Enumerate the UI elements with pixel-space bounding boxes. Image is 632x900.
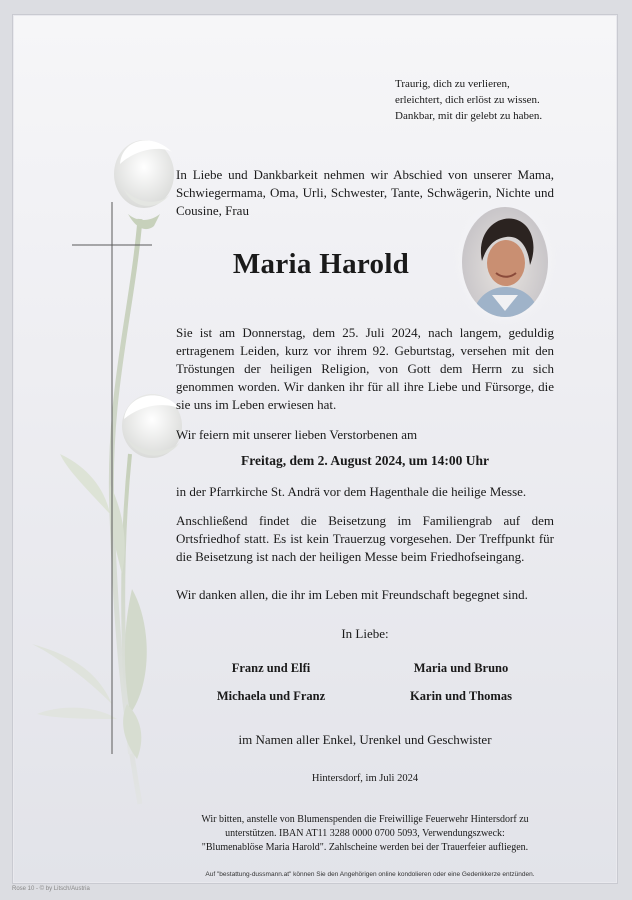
- deceased-name: Maria Harold: [232, 248, 410, 280]
- family-name: Maria und Bruno: [413, 661, 509, 675]
- donation-line: "Blumenablöse Maria Harold". Zahlscheine werden bei der Trauerfeier aufliegen.: [201, 842, 529, 853]
- announcement-text: Sie ist am Donnerstag, dem 25. Juli 2024, nach langem, geduldig ertragenem Leiden, kurz vor ihrem 92. Geburtstag, versehen mit den Tröstungen der heiligen Religion, von Gott dem Herrn zu sich genommen worden. Wir danken ihr für all ihre Liebe und Fürsorge, die sie uns im Leben erwiesen hat.: [176, 325, 554, 412]
- place-date: Hintersdorf, im Juli 2024: [311, 773, 419, 784]
- motto-line: erleichtert, dich erlöst zu wissen.: [395, 94, 540, 106]
- service-date: Freitag, dem 2. August 2024, um 14:00 Uhr: [241, 453, 489, 468]
- celebrate-line: Wir feiern mit unserer lieben Verstorbenen am: [176, 427, 418, 442]
- condolence-footer: Auf "bestattung-dussmann.at" können Sie den Angehörigen online kondolieren oder eine Gedenkkerze entzünden.: [205, 871, 535, 878]
- portrait-figure: [462, 207, 548, 317]
- rose-top: [114, 140, 174, 229]
- names-all-line: im Namen aller Enkel, Urenkel und Geschwister: [238, 732, 492, 747]
- family-name: Michaela und Franz: [216, 689, 326, 703]
- rose-middle: [122, 394, 182, 458]
- motto-line: Dankbar, mit dir gelebt zu haben.: [395, 110, 543, 122]
- image-credit: Rose 10 - © by Litsch/Austria: [12, 886, 90, 892]
- leaf-3: [125, 589, 147, 714]
- donation-line: unterstützen. IBAN AT11 3288 0000 0700 5093, Verwendungszweck:: [225, 828, 505, 839]
- in-love-label: In Liebe:: [341, 626, 389, 641]
- family-name: Franz und Elfi: [231, 661, 311, 675]
- burial-text: Anschließend findet die Beisetzung im Familiengrab auf dem Ortsfriedhof statt. Es ist kein Trauerzug vorgesehen. Der Treffpunkt für die Beisetzung ist nach der heiligen Messe beim Friedhofseingang.: [176, 513, 554, 564]
- motto: [395, 76, 595, 124]
- rose-illustration: [12, 14, 212, 882]
- donation-note: [176, 813, 554, 855]
- thanks-text: Wir danken allen, die ihr im Leben mit Freundschaft begegnet sind.: [176, 587, 528, 602]
- leaf-4: [32, 644, 112, 704]
- portrait-photo: [462, 207, 548, 317]
- leaf-5: [37, 708, 117, 719]
- motto-line: Traurig, dich zu verlieren,: [395, 78, 510, 90]
- donation-line: Wir bitten, anstelle von Blumenspenden die Freiwillige Feuerwehr Hintersdorf zu: [201, 814, 529, 825]
- intro-text: In Liebe und Dankbarkeit nehmen wir Abschied von unserer Mama, Schwiegermama, Oma, Urli, Schwester, Tante, Schwägerin, Nichte und Cousine, Frau: [176, 167, 554, 218]
- leaf-6: [123, 704, 141, 759]
- leaf-1: [60, 454, 110, 514]
- family-name: Karin und Thomas: [410, 689, 512, 703]
- church-line: in der Pfarrkirche St. Andrä vor dem Hagenthale die heilige Messe.: [176, 484, 527, 499]
